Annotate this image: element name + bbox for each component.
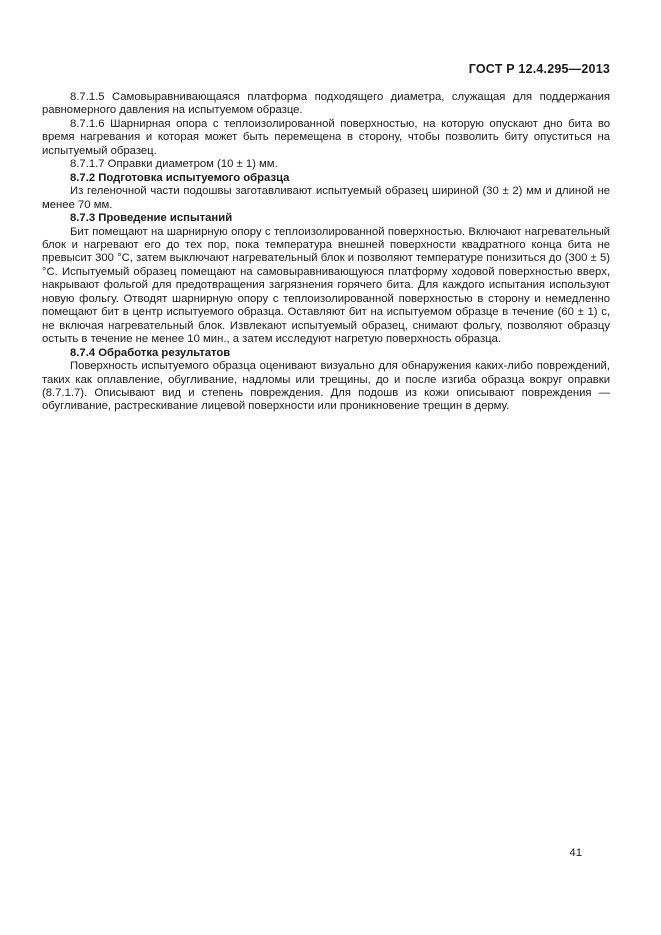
paragraph: Бит помещают на шарнирную опору с теплоизолированной поверхностью. Включают нагревательный блок и нагревают его до тех пор, пока температура внешней поверхности квадратного конца бита не превысит 300 °С, затем выключают нагревательный блок и позволяют температуре понизиться до (300 ± 5) °С. Испытуемый образец помещают на самовыравнивающуюся платформу ходовой поверхностью вверх, накрывают фольгой для предотвращения загрязнения горячего бита. Для каждого испытания используют новую фольгу. Отводят шарнирную опору с теплоизолированной поверхностью в сторону и немедленно помещают бит в центр испытуемого образца. Оставляют бит на испытуемом образце в течение (60 ± 1) с, не включая нагревательный блок. Извлекают испытуемый образец, снимают фольгу, позволяют образцу остыть в течение не менее 10 мин., а затем исследуют нагретую поверхность образца. — [42, 225, 610, 346]
document-code: ГОСТ Р 12.4.295—2013 — [468, 62, 610, 76]
section-heading: 8.7.2 Подготовка испытуемого образца — [70, 171, 290, 184]
page-header — [42, 60, 610, 78]
paragraph: 8.7.1.6 Шарнирная опора с теплоизолированной поверхностью, на которую опускают дно бита во время нагревания и которая может быть перемещена в сторону, чтобы позволить биту опуститься на испытуемый образец. — [42, 117, 610, 157]
paragraph: 8.7.1.5 Самовыравнивающаяся платформа подходящего диаметра, служащая для поддержания равномерного давления на испытуемом образце. — [42, 91, 610, 117]
paragraph: Поверхность испытуемого образца оценивают визуально для обнаружения каких-либо повреждений, таких как оплавление, обугливание, надломы или трещины, до и после изгиба образца вокруг оправки (8.7.1.7). Описывают вид и степень повреждения. Для подошв из кожи описывают повреждения — обугливание, растрескивание лицевой поверхности или проникновение трещин в дерму. — [42, 360, 610, 413]
document-body — [42, 91, 610, 414]
section-heading: 8.7.3 Проведение испытаний — [70, 212, 233, 225]
section-heading: 8.7.4 Обработка результатов — [70, 346, 231, 359]
paragraph: 8.7.1.7 Оправки диаметром (10 ± 1) мм. — [70, 158, 278, 171]
page-footer — [42, 843, 582, 861]
page-number: 41 — [569, 847, 582, 859]
paragraph: Из геленочной части подошвы заготавливают испытуемый образец шириной (30 ± 2) мм и длиной не менее 70 мм. — [42, 185, 610, 211]
